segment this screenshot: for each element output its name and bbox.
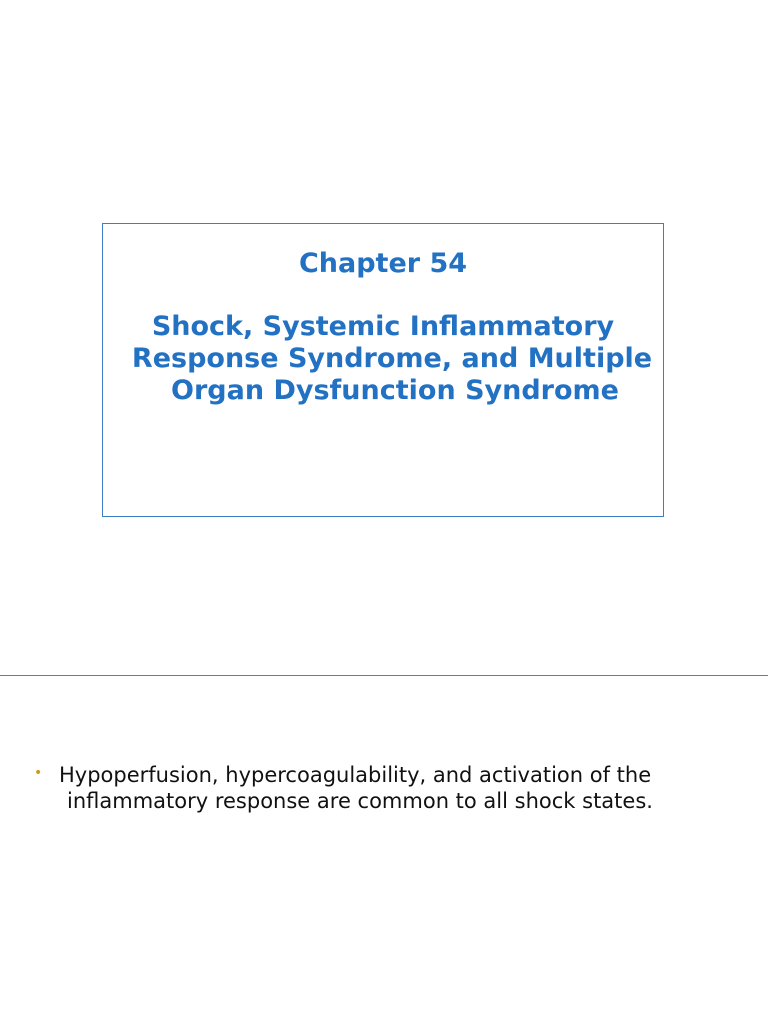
bullet-text-line: Hypoperfusion, hypercoagulability, and activation of the xyxy=(59,763,652,787)
bullet-item xyxy=(34,762,734,814)
chapter-title xyxy=(103,311,663,407)
content-slide xyxy=(0,676,768,1024)
chapter-title-line: Shock, Systemic Inflammatory xyxy=(151,311,615,342)
bullet-text-line: inflammatory response are common to all shock states. xyxy=(67,789,653,813)
chapter-title-line: Organ Dysfunction Syndrome xyxy=(171,375,619,406)
chapter-number: Chapter 54 xyxy=(298,248,468,279)
title-frame xyxy=(102,223,664,517)
chapter-title-line: Response Syndrome, and Multiple xyxy=(131,343,653,374)
bullet-list xyxy=(34,762,734,814)
bullet-dot-icon: • xyxy=(34,765,43,781)
